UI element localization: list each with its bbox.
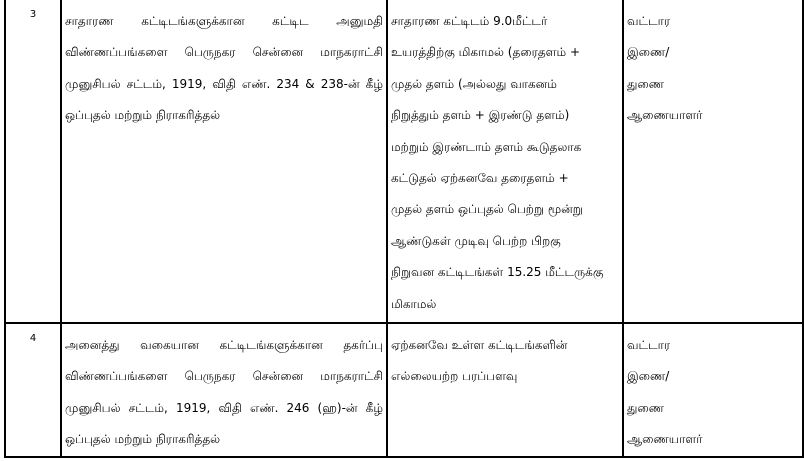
description-line: ஒப்புதல் மற்றும் நிராகரித்தல் xyxy=(65,432,221,447)
condition-line: சாதாரண கட்டிடம் 9.0மீட்டர் xyxy=(391,14,548,28)
condition-line: எல்லையற்ற பரப்பளவு xyxy=(391,369,518,384)
table-row xyxy=(5,323,803,457)
authority-line: ஆணையாளர் xyxy=(627,108,703,123)
authority-line: இணை/ xyxy=(627,369,670,384)
authority-line: ஆணையாளர் xyxy=(627,432,703,447)
condition-line: மிகாமல் xyxy=(391,296,437,311)
authority-line: வட்டார xyxy=(627,338,671,352)
description-line: விண்ணப்பங்களை பெருநகர சென்னை மாநகராட்சி xyxy=(65,369,383,384)
table-row xyxy=(5,0,803,323)
condition-line: நிறுத்தும் தளம் + இரண்டு தளம்) xyxy=(391,108,570,123)
description-line: ஒப்புதல் மற்றும் நிராகரித்தல் xyxy=(65,108,221,123)
condition-line: கட்டுதல் ஏற்கனவே தரைதளம் + xyxy=(391,171,569,186)
authority-line: இணை/ xyxy=(627,45,670,60)
description-line: விண்ணப்பங்களை பெருநகர சென்னை மாநகராட்சி xyxy=(65,45,383,60)
description-line: முனுசிபல் சட்டம், 1919, விதி எண். 246 (ஹ)-ன் கீழ் xyxy=(65,400,383,415)
condition-line: ஆண்டுகள் முடிவு பெற்ற பிறகு xyxy=(391,233,561,248)
authority-cell xyxy=(623,0,803,323)
condition-line: முதல் தளம் ஒப்புதல் பெற்று மூன்று xyxy=(391,202,583,217)
row-number-cell xyxy=(5,0,61,323)
authority-line: வட்டார xyxy=(627,14,671,28)
condition-line: ஏற்கனவே உள்ள கட்டிடங்களின் xyxy=(391,338,568,352)
condition-line: உயரத்திற்கு மிகாமல் (தரைதளம் + xyxy=(391,45,581,60)
description-line: அனைத்து வகையான கட்டிடங்களுக்கான தகர்ப்பு xyxy=(65,338,383,352)
condition-cell xyxy=(387,323,623,457)
authority-cell xyxy=(623,323,803,457)
description-line: முனுசிபல் சட்டம், 1919, விதி எண். 234 & 238-ன் கீழ் xyxy=(65,76,383,91)
description-cell xyxy=(61,323,387,457)
authority-line: துணை xyxy=(627,76,665,91)
condition-line: மற்றும் இரண்டாம் தளம் கூடுதலாக xyxy=(391,139,582,154)
description-cell xyxy=(61,0,387,323)
row-number: 3 xyxy=(29,9,37,20)
description-line: சாதாரண கட்டிடங்களுக்கான கட்டிட அனுமதி xyxy=(65,14,383,28)
condition-line: நிறுவன கட்டிடங்கள் 15.25 மீட்டருக்கு xyxy=(391,265,604,280)
condition-line: முதல் தளம் (அல்லது வாகனம் xyxy=(391,76,557,91)
authority-line: துணை xyxy=(627,400,665,415)
approval-table xyxy=(4,0,804,458)
row-number-cell xyxy=(5,323,61,457)
condition-cell xyxy=(387,0,623,323)
row-number: 4 xyxy=(29,333,37,344)
